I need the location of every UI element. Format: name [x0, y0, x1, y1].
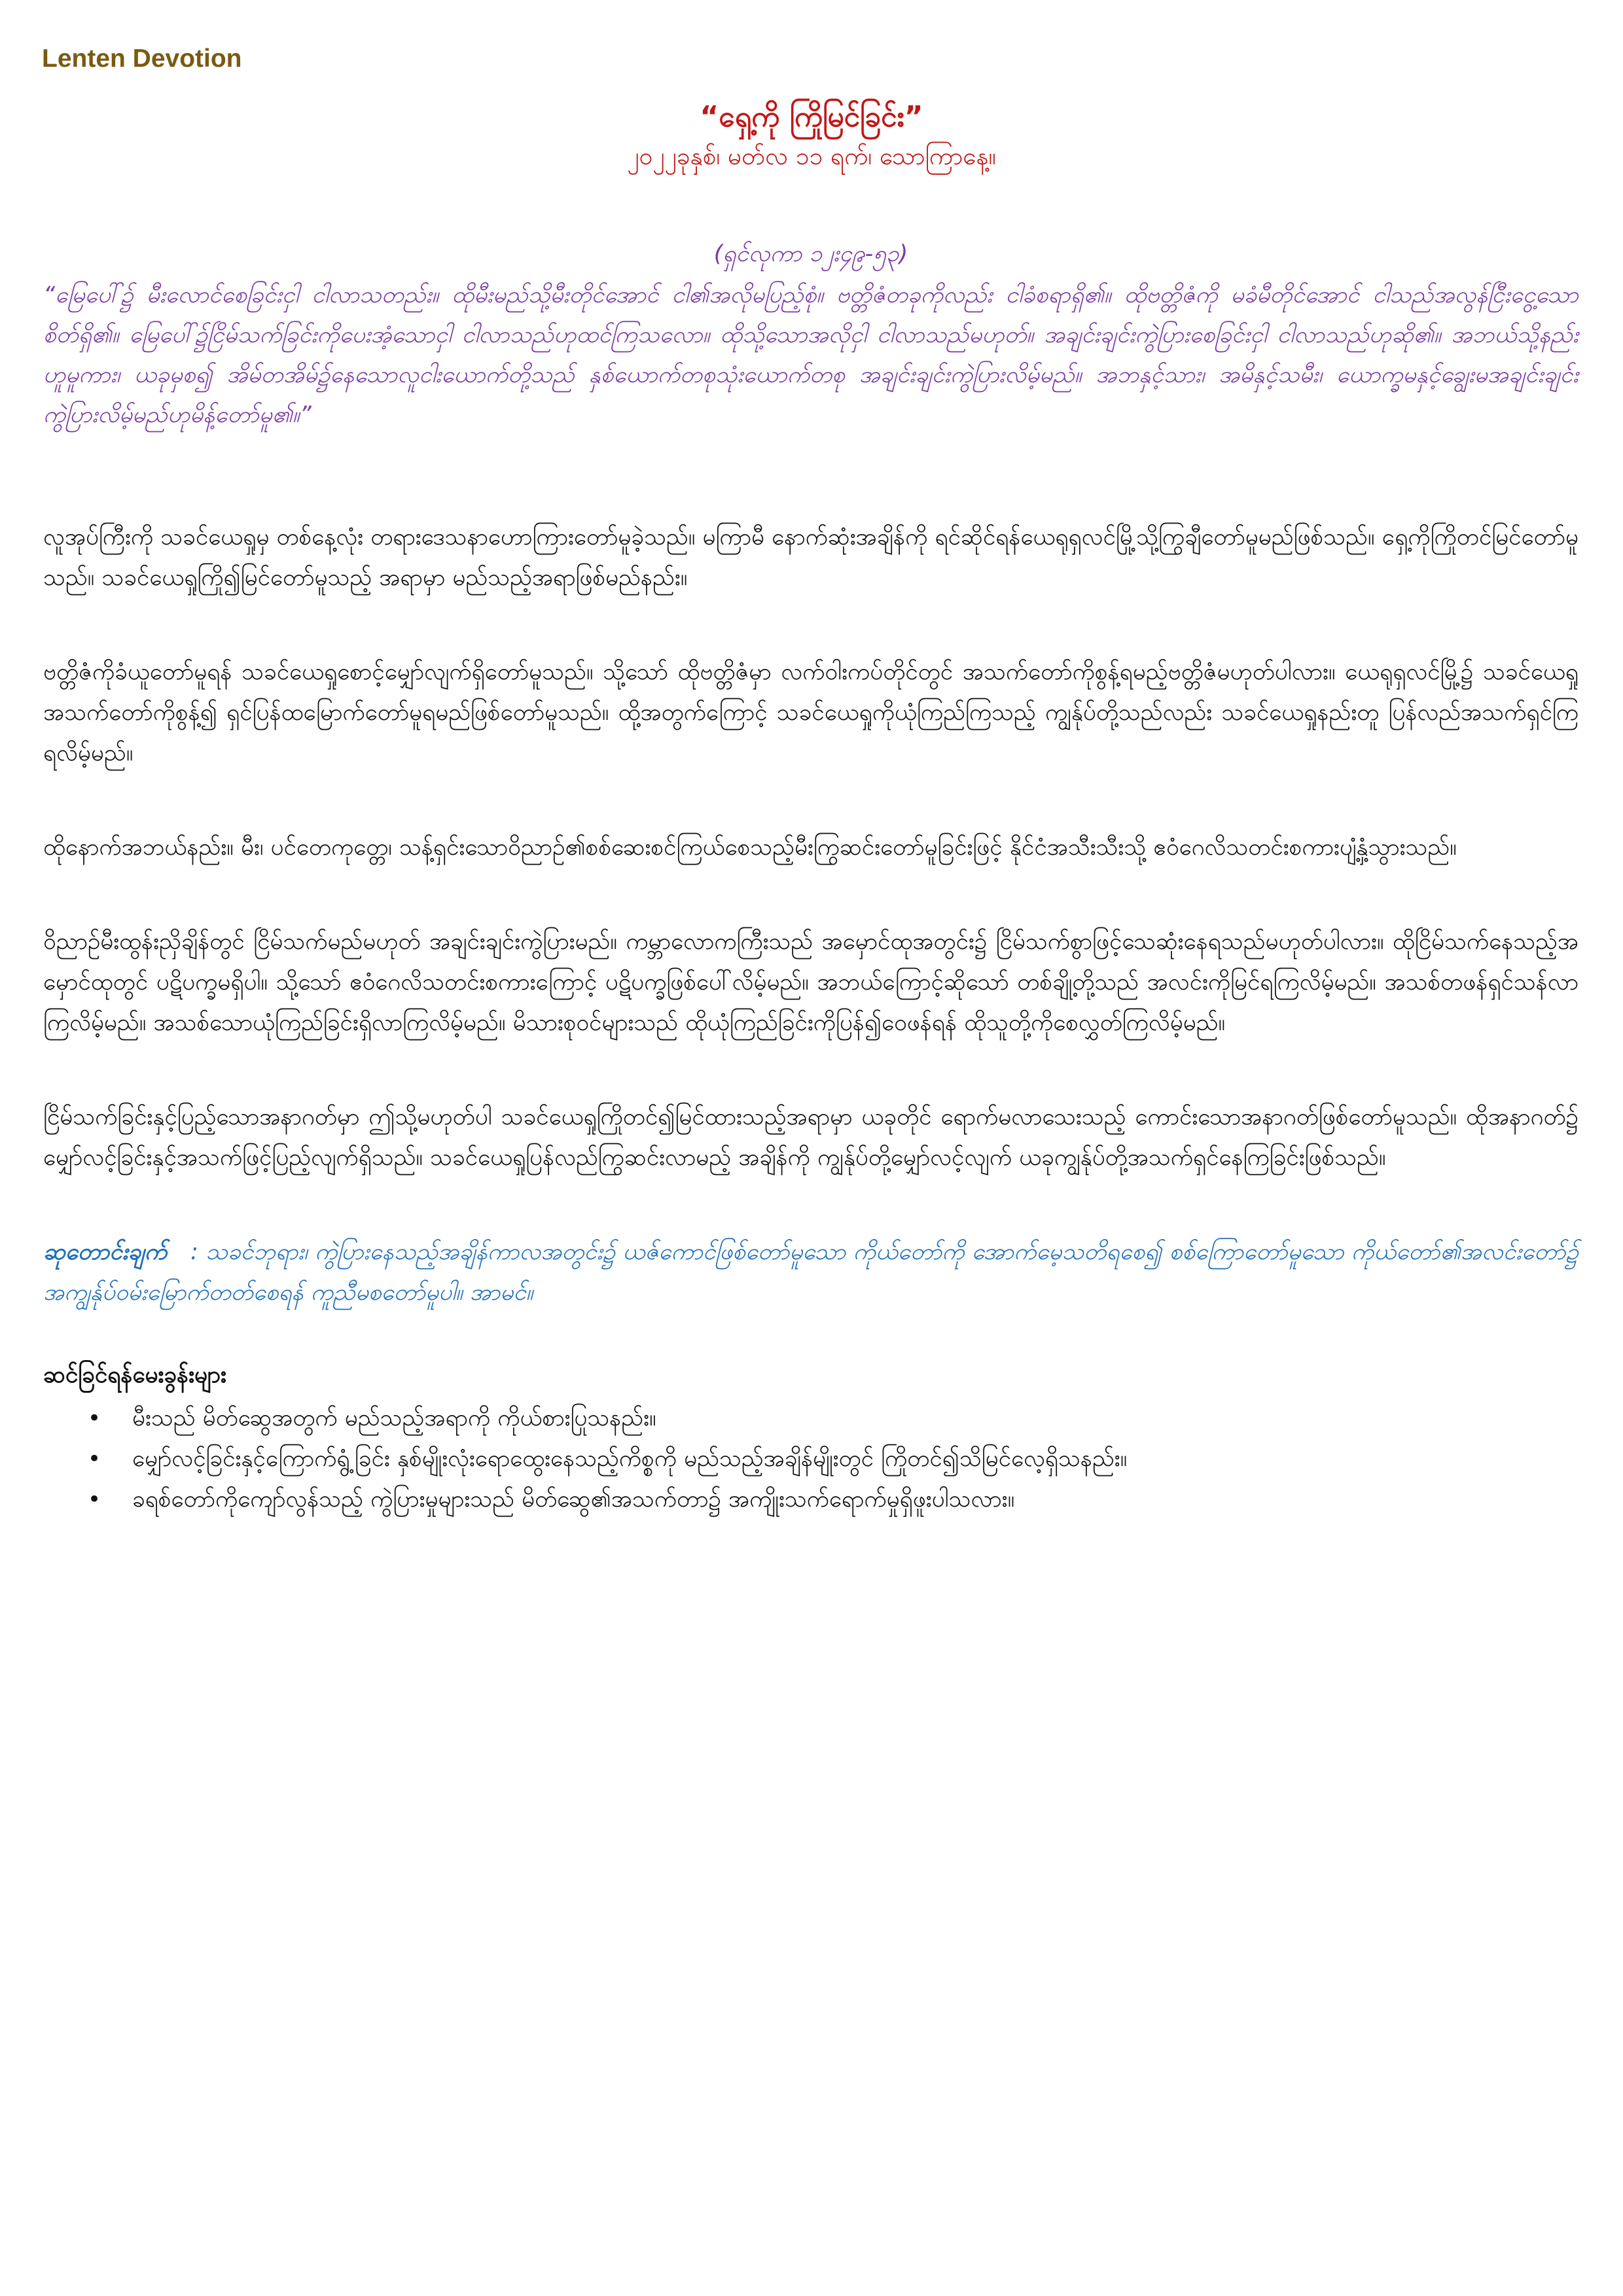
body-paragraph: ဝိညာဉ်မီးထွန်းညှိချိန်တွင် ငြိမ်သက်မည်မဟုတ် အချင်းချင်းကွဲပြားမည်။ ကမ္ဘာလောကကြီးသည် အမှောင်ထုအတွင်း၌ ငြိမ်သက်စွာဖြင့်သေဆုံးနေရသည်မဟုတ်ပါလား။ ထိုငြိမ်သက်နေသည့်အမှောင်ထုတွင် ပဋိပက္ခမရှိပါ။ သို့သော် ဧဝံဂေလိသတင်းစကားကြောင့် ပဋိပက္ခဖြစ်ပေါ်လိမ့်မည်။ အဘယ်ကြောင့်ဆိုသော် တစ်ချို့တို့သည် အလင်းကိုမြင်ရကြလိမ့်မည်။ အသစ်တဖန်ရှင်သန်လာကြလိမ့်မည်။ အသစ်သောယုံကြည်ခြင်းရှိလာကြလိမ့်မည်။ မိသားစုဝင်များသည် ထိုယုံကြည်ခြင်းကိုပြန်၍ဝေဖန်ရန် ထိုသူတို့ကိုစေလွှတ်ကြလိမ့်မည်။	[43, 929, 1578, 1036]
scripture-reference: (ရှင်လုကာ ၁၂း၄၉-၅၃)	[713, 241, 908, 267]
bullet-icon: •	[88, 1486, 101, 1513]
body-paragraph: ဗတ္တိဇံကိုခံယူတော်မူရန် သခင်ယေရှုစောင့်မျှော်လျက်ရှိတော်မူသည်။ သို့သော် ထိုဗတ္တိဇံမှာ လက်ဝါးကပ်တိုင်တွင် အသက်တော်ကိုစွန့်ရမည့်ဗတ္တိဇံမဟုတ်ပါလား။ ယေရုရှလင်မြို့၌ သခင်ယေရှုအသက်တော်ကိုစွန့်၍ ရှင်ပြန်ထမြောက်တော်မူရမည်ဖြစ်တော်မူသည်။ ထို့အတွက်ကြောင့် သခင်ယေရှုကိုယုံကြည်ကြသည့် ကျွန်ုပ်တို့သည်လည်း သခင်ယေရှုနည်းတူ ပြန်လည်အသက်ရှင်ကြရလိမ့်မည်။	[43, 659, 1578, 766]
question-text: မျှော်လင့်ခြင်းနှင့်ကြောက်ရွံ့ခြင်း နှစ်မျိုးလုံးရောထွေးနေသည့်ကိစ္စကို မည်သည့်အချိန်မျိုးတွင် ကြိုတင်၍သိမြင်လေ့ရှိသနည်း။	[132, 1446, 1128, 1472]
bullet-icon: •	[88, 1446, 101, 1472]
devotion-body	[43, 517, 1578, 1520]
body-paragraph: ငြိမ်သက်ခြင်းနှင့်ပြည့်သောအနာဂတ်မှာ ဤသို့မဟုတ်ပါ သခင်ယေရှုကြိုတင်၍မြင်ထားသည့်အရာမှာ ယခုတိုင် ရောက်မလာသေးသည့် ကောင်းသောအနာဂတ်ဖြစ်တော်မူသည်။ ထိုအနာဂတ်၌ မျှော်လင့်ခြင်းနှင့်အသက်ဖြင့်ပြည့်လျက်ရှိသည်။ သခင်ယေရှုပြန်လည်ကြွဆင်းလာမည့် အချိန်ကို ကျွန်ုပ်တို့မျှော်လင့်လျက် ယခုကျွန်ုပ်တို့အသက်ရှင်နေကြခြင်းဖြစ်သည်။	[43, 1104, 1578, 1171]
body-paragraph: ထိုနောက်အဘယ်နည်း။ မီး၊ ပင်တေကုတ္တေ၊ သန့်ရှင်းသောဝိညာဉ်၏စစ်ဆေးစင်ကြယ်စေသည့်မီးကြွဆင်းတော်မူခြင်းဖြင့် နိုင်ငံအသီးသီးသို့ ဧဝံဂေလိသတင်းစကားပျံ့နှံ့သွားသည်။	[43, 834, 1457, 861]
devotion-title: “ရှေ့ကို ကြိုမြင်ခြင်း”	[700, 100, 923, 134]
devotion-date: ၂၀၂၂ခုနှစ်၊ မတ်လ ၁၁ ရက်၊ သောကြာနေ့။	[627, 142, 996, 170]
question-text: ခရစ်တော်ကိုကျော်လွန်သည့် ကွဲပြားမှုများသည် မိတ်ဆွေ၏အသက်တာ၌ အကျိုးသက်ရောက်မှုရှိဖူးပါသလား။	[132, 1486, 1015, 1513]
body-paragraph: လူအုပ်ကြီးကို သခင်ယေရှုမှ တစ်နေ့လုံး တရားဒေသနာဟောကြားတော်မူခဲ့သည်။ မကြာမီ နောက်ဆုံးအချိန်ကို ရင်ဆိုင်ရန်ယေရုရှလင်မြို့သို့ကြွချီတော်မူမည်ဖြစ်သည်။ ရှေ့ကိုကြိုတင်မြင်တော်မူသည်။ သခင်ယေရှုကြို၍မြင်တော်မူသည့် အရာမှာ မည်သည့်အရာဖြစ်မည်နည်း။	[43, 524, 1578, 591]
question-item	[43, 1479, 1578, 1520]
question-text: မီးသည် မိတ်ဆွေအတွက် မည်သည့်အရာကို ကိုယ်စားပြုသနည်း။	[132, 1405, 656, 1431]
scripture-text: “မြေပေါ်၌ မီးလောင်စေခြင်းငှါ ငါလာသတည်း။ ထိုမီးမည်သို့မီးတိုင်အောင် ငါ၏အလိုမပြည့်စုံ။ ဗတ္တိဇံတခုကိုလည်း ငါခံစရာရှိ၏။ ထိုဗတ္တိဇံကို မခံမီတိုင်အောင် ငါသည်အလွန်ငြီးငွေ့သောစိတ်ရှိ၏။ မြေပေါ်၌ငြိမ်သက်ခြင်းကိုပေးအံ့သောငှါ ငါလာသည်ဟုထင်ကြသလော။ ထိုသို့သောအလိုငှါ ငါလာသည်မဟုတ်။ အချင်းချင်းကွဲပြားစေခြင်းငှါ ငါလာသည်ဟုဆို၏။ အဘယ်သို့နည်းဟူမူကား၊ ယခုမှစ၍ အိမ်တအိမ်၌နေသောလူငါးယောက်တို့သည် နှစ်ယောက်တစုသုံးယောက်တစု အချင်းချင်းကွဲပြားလိမ့်မည်။ အဘနှင့်သား၊ အမိနှင့်သမီး၊ ယောက္ခမနှင့်ချွေးမအချင်းချင်းကွဲပြားလိမ့်မည်ဟုမိန့်တော်မူ၏။”	[43, 282, 1578, 428]
bullet-icon: •	[88, 1405, 101, 1431]
prayer-text: : သခင်ဘုရား၊ ကွဲပြားနေသည့်အချိန်ကာလအတွင်း၌ ယဇ်ကောင်ဖြစ်တော်မူသော ကိုယ်တော်ကို အောက်မေ့သတိရစေ၍ စစ်ကြောတော်မူသော ကိုယ်တော်၏အလင်းတော်၌ အကျွန်ုပ်ဝမ်းမြောက်တတ်စေရန် ကူညီမစတော်မူပါ။ အာမင်။	[43, 1239, 1578, 1306]
document-header-label: Lenten Devotion	[42, 45, 242, 73]
question-item	[43, 1398, 1578, 1439]
prayer-section	[43, 1232, 1578, 1313]
question-item	[43, 1439, 1578, 1479]
prayer-label: ဆုတောင်းချက်	[43, 1239, 168, 1265]
scripture-section	[43, 234, 1578, 435]
questions-heading: ဆင်ခြင်ရန်မေးခွန်းများ	[43, 1362, 226, 1388]
title-block	[105, 97, 1518, 175]
questions-list	[43, 1398, 1578, 1520]
